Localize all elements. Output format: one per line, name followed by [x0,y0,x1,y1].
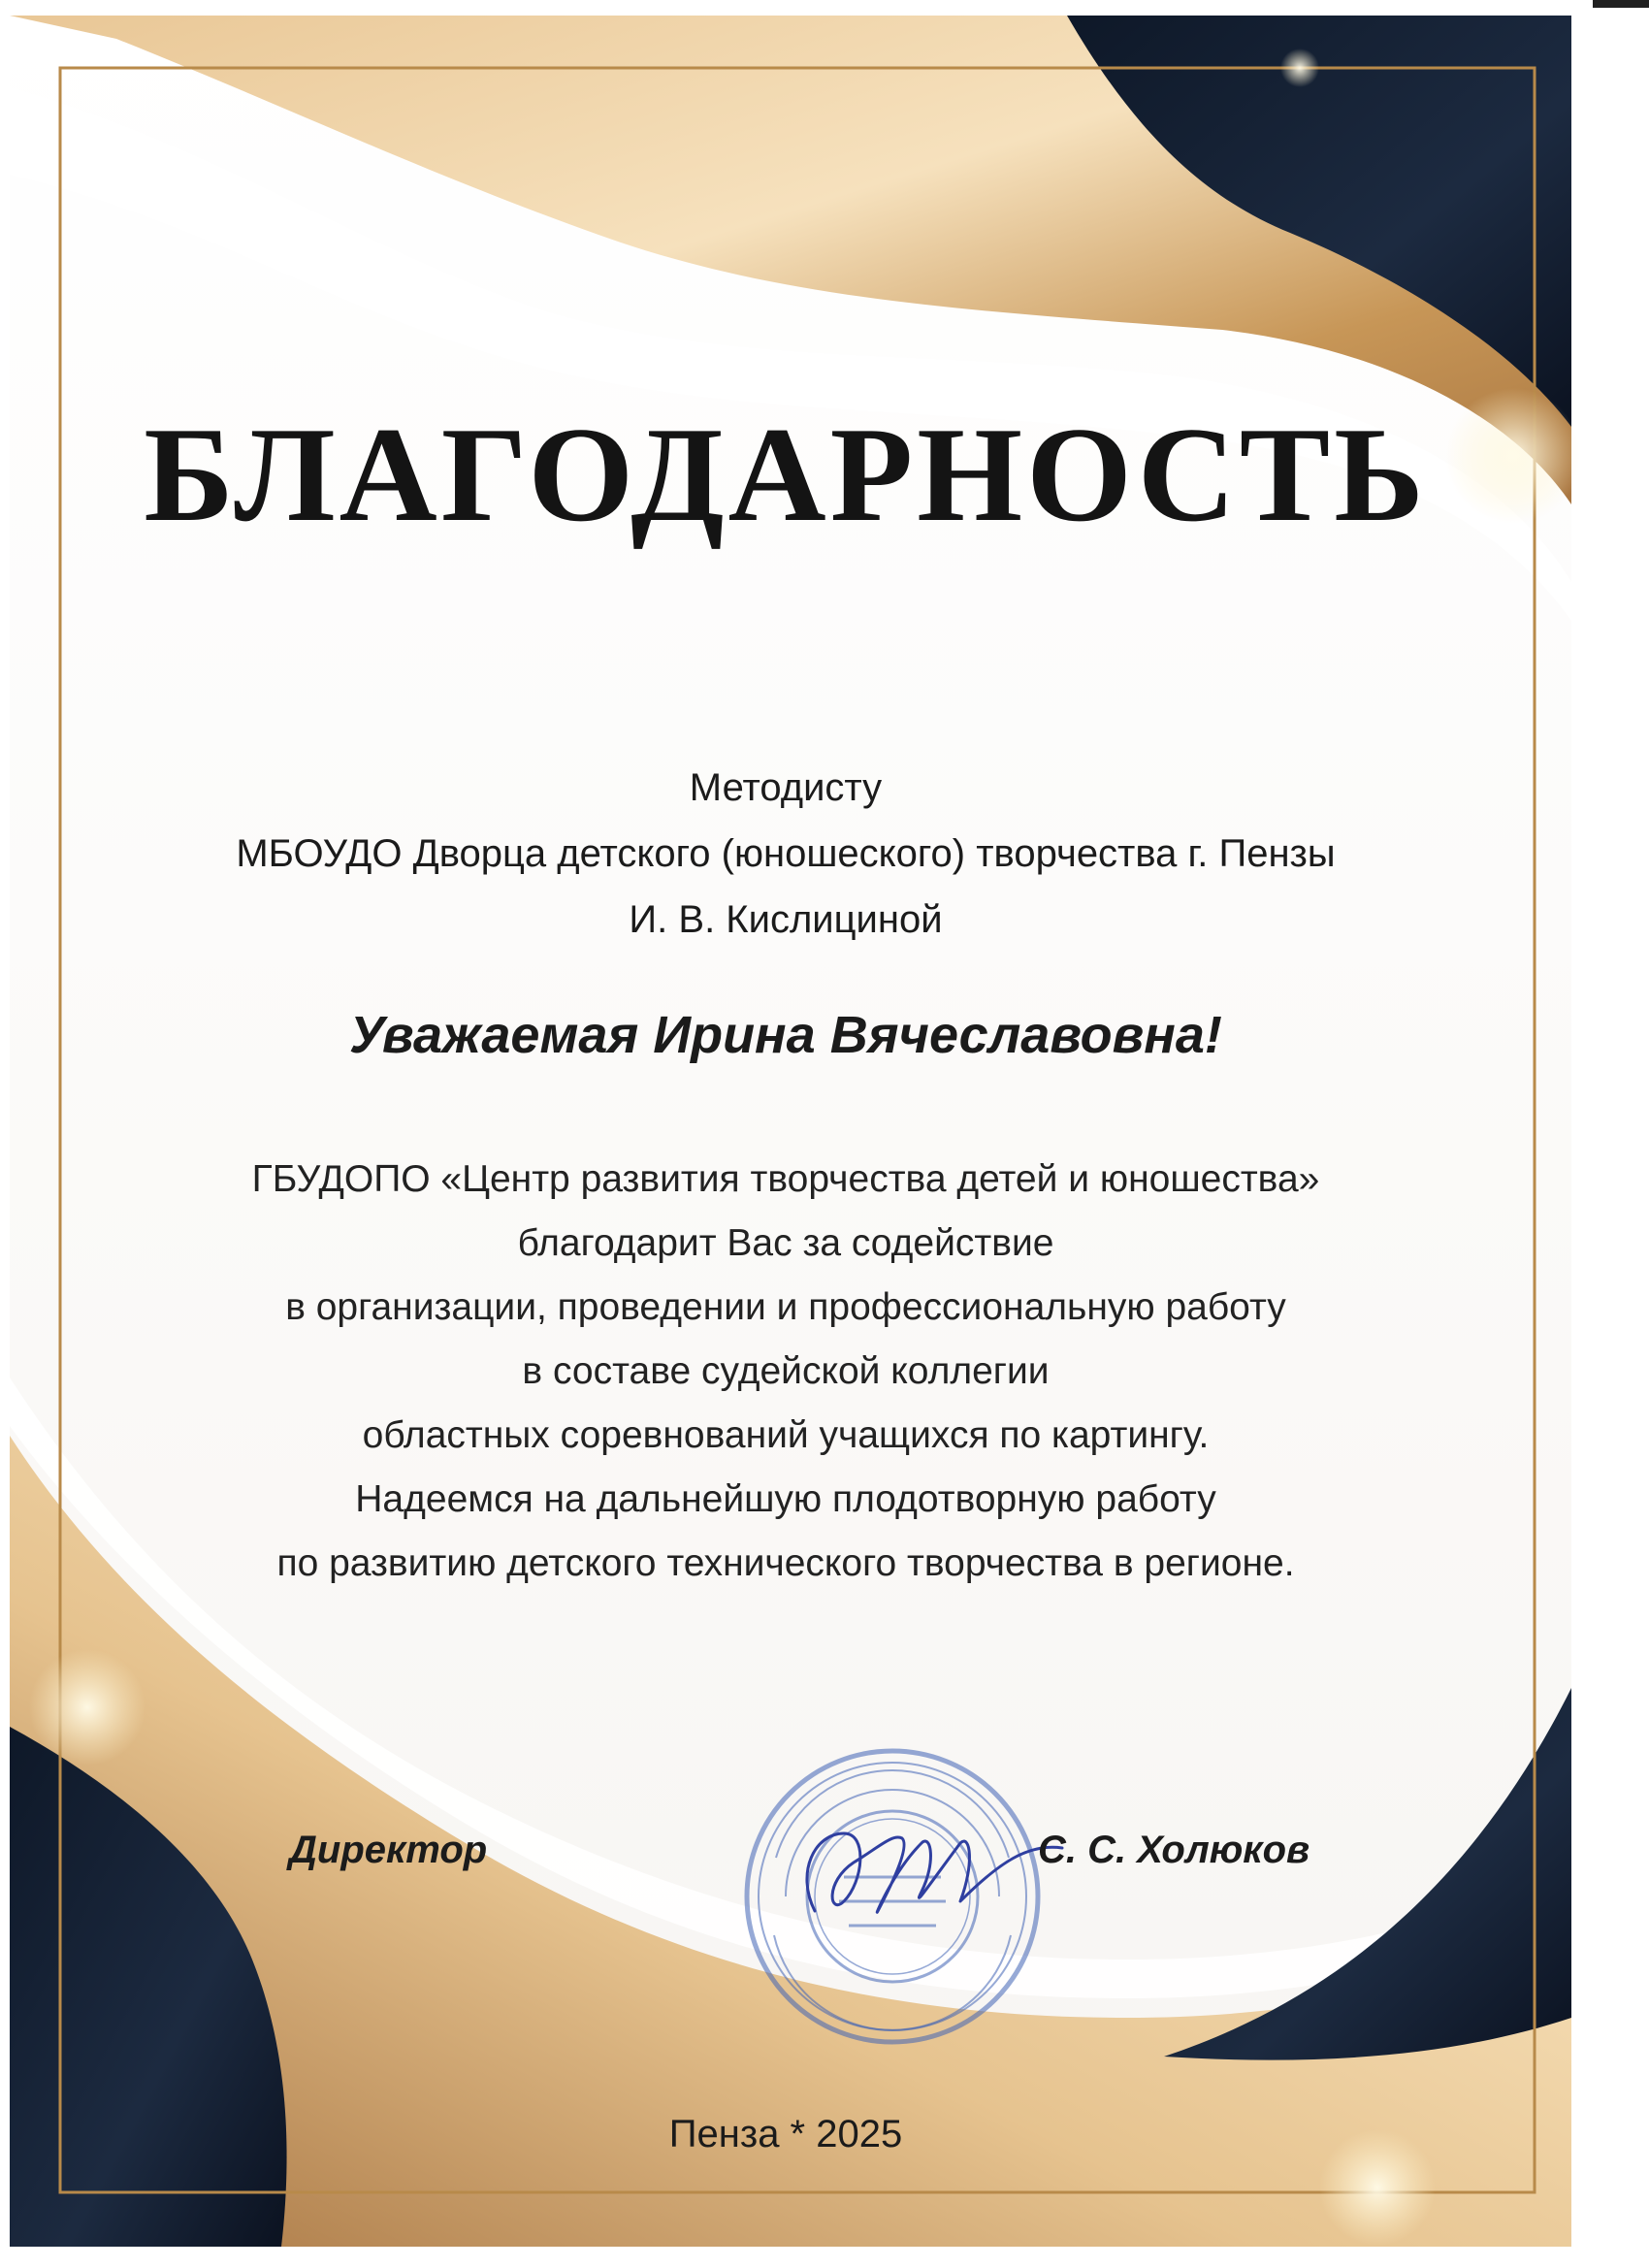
body-line: благодарит Вас за содействие [517,1222,1054,1264]
handwritten-signature [776,1804,1067,1940]
body-line: ГБУДОПО «Центр развития творчества детей и юношества» [251,1158,1320,1200]
addressee-organization: МБОУДО Дворца детского (юношеского) творчества г. Пензы [236,832,1336,875]
signature-title: Директор [289,1829,488,1871]
body-line: Надеемся на дальнейшую плодотворную работу [355,1478,1216,1520]
addressee-name: И. В. Кислициной [629,898,943,941]
salutation: Уважаемая Ирина Вячеславовна! [349,1006,1222,1064]
body-line: по развитию детского технического творчества в регионе. [276,1542,1295,1584]
body-line: в составе судейской коллегии [522,1350,1050,1392]
certificate-title: БЛАГОДАРНОСТЬ [144,400,1428,550]
scan-mark [1593,0,1649,8]
body-line: в организации, проведении и профессиональную работу [285,1286,1286,1328]
signature-name: С. С. Холюков [1038,1829,1310,1871]
addressee-position: Методисту [689,766,883,809]
footer-place-year: Пенза * 2025 [668,2113,903,2155]
body-line: областных соревнований учащихся по картингу. [362,1414,1210,1456]
glow-left [29,1649,146,1766]
glow-top-right-small [1280,49,1319,87]
